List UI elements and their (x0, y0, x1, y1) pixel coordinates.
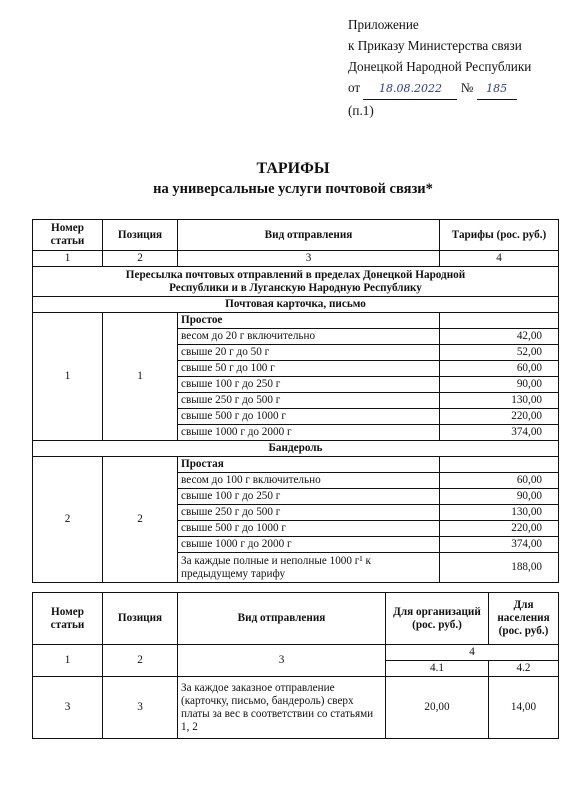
price-value: 42,00 (440, 329, 559, 345)
approval-header (348, 14, 531, 121)
price-value: 90,00 (440, 377, 559, 393)
handwritten-date: 18.08.2022 (363, 78, 457, 100)
registered-label: За каждое заказное отправление (карточку, письмо, бандероль) сверх платы за вес в соответствии со статьями 1, 2 (178, 677, 386, 739)
extra-weight-price: 188,00 (440, 553, 559, 583)
weight-label: свыше 1000 г до 2000 г (178, 425, 440, 441)
header-line-1: Приложение (348, 17, 419, 32)
header-type: Вид отправления (178, 593, 386, 645)
section-row (33, 267, 559, 297)
weight-label: свыше 20 г до 50 г (178, 345, 440, 361)
price-value: 220,00 (440, 409, 559, 425)
col-num-4-2: 4.2 (489, 661, 559, 677)
price-value: 90,00 (440, 489, 559, 505)
table-header-row (33, 220, 559, 251)
weight-label: свыше 100 г до 250 г (178, 489, 440, 505)
price-value: 374,00 (440, 425, 559, 441)
group-title-postcard: Почтовая карточка, письмо (33, 297, 559, 313)
weight-label: свыше 1000 г до 2000 г (178, 537, 440, 553)
header-line-3: Донецкой Народной Республики (348, 59, 532, 74)
weight-label: свыше 50 г до 100 г (178, 361, 440, 377)
header-line-2: к Приказу Министерства связи (348, 38, 522, 53)
col-num-2: 2 (103, 645, 178, 677)
column-number-row (33, 645, 559, 661)
col-num-2: 2 (103, 251, 178, 267)
page-title: ТАРИФЫ (256, 160, 330, 177)
position-number: 1 (103, 313, 178, 441)
col-num-4: 4 (386, 645, 559, 661)
col-num-4: 4 (440, 251, 559, 267)
table-row (33, 457, 559, 473)
weight-label: весом до 100 г включительно (178, 473, 440, 489)
empty-cell (440, 313, 559, 329)
col-num-4-1: 4.1 (386, 661, 489, 677)
subtype-label: Простое (178, 313, 440, 329)
pop-price: 14,00 (489, 677, 559, 739)
empty-cell (440, 457, 559, 473)
page-subtitle: на универсальные услуги почтовой связи* (153, 181, 433, 197)
price-value: 52,00 (440, 345, 559, 361)
org-price: 20,00 (386, 677, 489, 739)
col-num-1: 1 (33, 645, 103, 677)
header-article: Номер статьи (33, 220, 103, 251)
number-label: № (460, 80, 474, 95)
section-title: Пересылка почтовых отправлений в пределах Донецкой Народной Республики и в Луганскую Народную Республику (33, 267, 559, 297)
header-position: Позиция (103, 220, 178, 251)
table-row (33, 313, 559, 329)
header-date-line (348, 77, 531, 100)
header-article: Номер статьи (33, 593, 103, 645)
from-label: от (348, 80, 361, 95)
col-num-3: 3 (178, 251, 440, 267)
group-title-row (33, 441, 559, 457)
price-value: 220,00 (440, 521, 559, 537)
weight-label: весом до 20 г включительно (178, 329, 440, 345)
extra-weight-label: За каждые полные и неполные 1000 г¹ к предыдущему тарифу (178, 553, 440, 583)
price-value: 130,00 (440, 505, 559, 521)
position-number: 3 (103, 677, 178, 739)
article-number: 1 (33, 313, 103, 441)
weight-label: свыше 100 г до 250 г (178, 377, 440, 393)
tariff-table-main (32, 219, 559, 583)
position-number: 2 (103, 457, 178, 583)
column-number-row (33, 251, 559, 267)
handwritten-number: 185 (477, 78, 517, 100)
group-title-row (33, 297, 559, 313)
table-row (33, 677, 559, 739)
col-num-3: 3 (178, 645, 386, 677)
col-num-1: 1 (33, 251, 103, 267)
table-header-row (33, 593, 559, 645)
header-organizations: Для организаций (рос. руб.) (386, 593, 489, 645)
weight-label: свыше 500 г до 1000 г (178, 521, 440, 537)
header-clause: (п.1) (348, 103, 374, 118)
weight-label: свыше 250 г до 500 г (178, 505, 440, 521)
price-value: 60,00 (440, 473, 559, 489)
subtype-label: Простая (178, 457, 440, 473)
price-value: 374,00 (440, 537, 559, 553)
price-value: 130,00 (440, 393, 559, 409)
header-population: Для населения (рос. руб.) (489, 593, 559, 645)
header-tariffs: Тарифы (рос. руб.) (440, 220, 559, 251)
header-position: Позиция (103, 593, 178, 645)
group-title-parcel: Бандероль (33, 441, 559, 457)
weight-label: свыше 500 г до 1000 г (178, 409, 440, 425)
article-number: 2 (33, 457, 103, 583)
tariff-table-registered (32, 592, 559, 739)
weight-label: свыше 250 г до 500 г (178, 393, 440, 409)
price-value: 60,00 (440, 361, 559, 377)
article-number: 3 (33, 677, 103, 739)
header-type: Вид отправления (178, 220, 440, 251)
